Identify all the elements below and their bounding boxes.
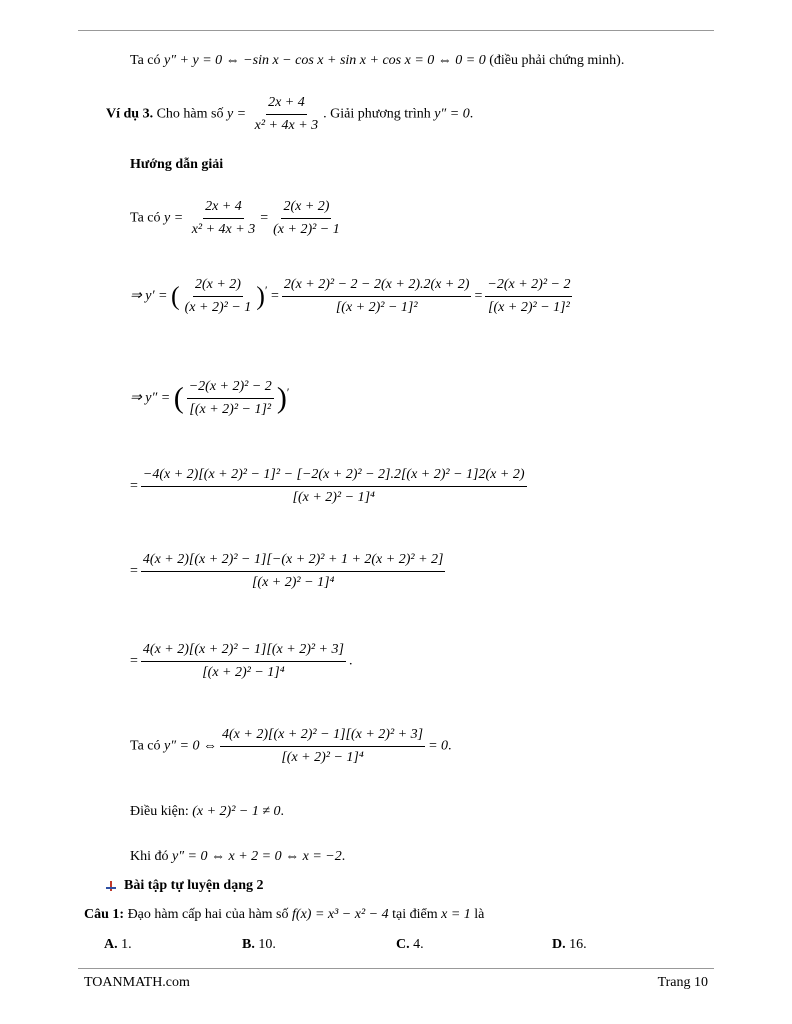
condition-line: Điều kiện: (x + 2)² − 1 ≠ 0. xyxy=(130,804,285,819)
step-3-second-derivative: ⇒ y″ = ( $\frac{\text{−2(x + 2)² − 2}}{\text{[(x + 2)² − 1]²}}$ )′ xyxy=(130,379,290,417)
answer-a: A. 1. xyxy=(104,937,132,952)
guide-heading: Hướng dẫn giải xyxy=(130,157,224,172)
answer-d: D. 16. xyxy=(552,937,587,952)
footer-site: TOANMATH.com xyxy=(84,975,190,990)
step-5: = $\frac{\text{4(x + 2)[(x + 2)² − 1][−(x + 2)² + 1 + 2(x + 2)² + 2]}}{\text{[(x + 2)² − 1]⁴}}$ xyxy=(130,552,444,590)
footer-rule xyxy=(78,968,714,969)
question-1: Câu 1: Đạo hàm cấp hai của hàm số f(x) = x³ − x² − 4 tại điểm x = 1 là xyxy=(84,907,485,922)
step-2-first-derivative: ⇒ y′ = ( $\frac{2(x + 2)}{\text{(x + 2)² − 1}}$ )′ = $\frac{\text{2(x + 2)² − 2 − 2(x + 2).2(x + 2)}}{\text{[(x + 2)² − 1]²}}$ = $\frac{\text{−2(x + 2)² − 2}}{\text{[(x + 2)² − 1]²}}$ xyxy=(130,277,571,315)
step-7: Ta có y″ = 0 ⇔ $\frac{\text{4(x + 2)[(x + 2)² − 1][(x + 2)² + 3]}}{\text{[(x + 2)² − 1]⁴}}$ = 0. xyxy=(130,727,452,765)
pin-bullet-icon xyxy=(106,881,116,891)
answer-c: C. 4. xyxy=(396,937,424,952)
footer-page-number: Trang 10 xyxy=(657,975,708,990)
proof-line: Ta có y″ + y = 0 ⇔ −sin x − cos x + sin x + cos x = 0 ⇔ 0 = 0 (điều phải chứng minh). xyxy=(130,53,625,68)
step-6: = $\frac{\text{4(x + 2)[(x + 2)² − 1][(x + 2)² + 3]}}{\text{[(x + 2)² − 1]⁴}}$ . xyxy=(130,642,353,680)
answer-b: B. 10. xyxy=(242,937,276,952)
conclusion-line: Khi đó y″ = 0 ⇔ x + 2 = 0 ⇔ x = −2. xyxy=(130,849,346,864)
example-statement: Ví dụ 3. Cho hàm số y = $\frac{2x + 4}{\text{x² + 4x + 3}}$ . Giải phương trình y″ = 0. xyxy=(106,95,474,133)
example-fraction: $\frac{2x + 4}{\text{x² + 4x + 3}}$ xyxy=(254,95,319,133)
exercise-heading: Bài tập tự luyện dạng 2 xyxy=(106,877,264,895)
header-rule xyxy=(78,30,714,31)
step-4: = −4(x + 2)[(x + 2)² − 1]² − [−2(x + 2)² − 2].2[(x + 2)² − 1]2(x + 2) [(x + 2)² − 1]⁴ xyxy=(130,467,525,505)
step-1: Ta có y = $\frac{2x + 4}{\text{x² + 4x + 3}}$ = $\frac{2(x + 2)}{\text{(x + 2)² − 1}}$ xyxy=(130,199,340,237)
